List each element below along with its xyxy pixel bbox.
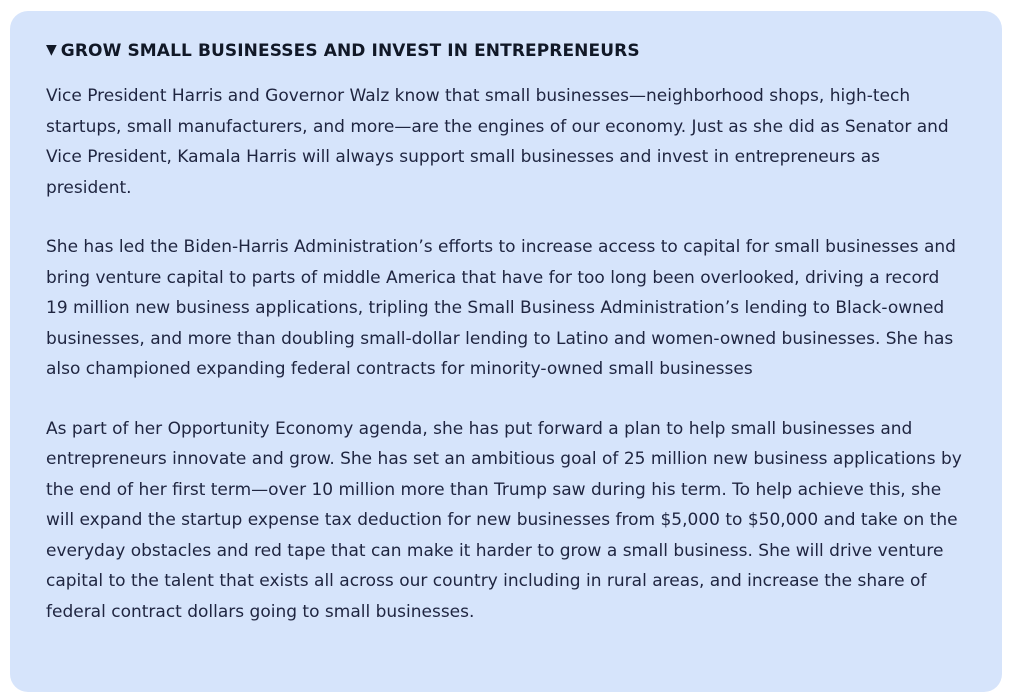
section-title: GROW SMALL BUSINESSES AND INVEST IN ENTREPRENEURS bbox=[60, 41, 640, 61]
paragraph-intro: Vice President Harris and Governor Walz know that small businesses—neighborhood shops, high-tech startups, small manufacturers, and more—are the engines of our economy. Just as she did as Senator and Vice President, Kamala Harris will always support small businesses and invest in entrepreneurs as president. bbox=[46, 86, 949, 198]
triangle-down-icon: ▼ bbox=[46, 42, 57, 58]
accordion-panel bbox=[10, 11, 1002, 692]
paragraph-record: She has led the Biden-Harris Administration’s efforts to increase access to capital for small businesses and bring venture capital to parts of middle America that have for too long been overlooked, driving a record 19 million new business applications, tripling the Small Business Administration’s lending to Black-owned businesses, and more than doubling small-dollar lending to Latino and women-owned businesses. She has also championed expanding federal contracts for minority-owned small businesses bbox=[46, 237, 956, 379]
accordion-toggle[interactable] bbox=[46, 41, 966, 61]
paragraph-agenda: As part of her Opportunity Economy agenda, she has put forward a plan to help small businesses and entrepreneurs innovate and grow. She has set an ambitious goal of 25 million new business applications by the end of her first term—over 10 million more than Trump saw during his term. To help achieve this, she will expand the startup expense tax deduction for new businesses from $5,000 to $50,000 and take on the everyday obstacles and red tape that can make it harder to grow a small business. She will drive venture capital to the talent that exists all across our country including in rural areas, and increase the share of federal contract dollars going to small businesses. bbox=[46, 418, 962, 622]
